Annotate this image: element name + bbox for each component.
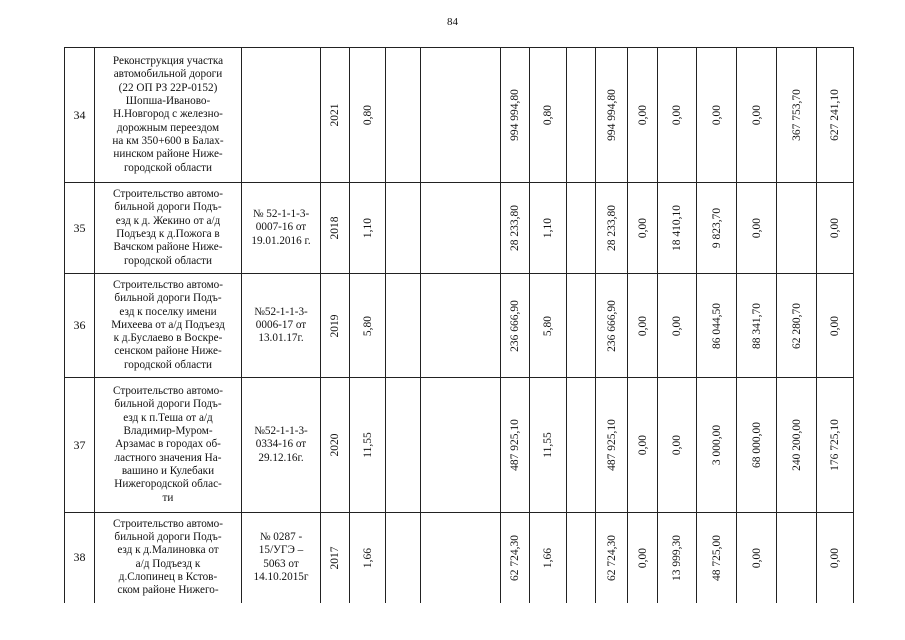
value-cell-c9 (530, 274, 567, 378)
value-text: 3 000,00 (710, 424, 723, 466)
object-name-line: Строительство автомо- (113, 517, 223, 530)
value-text: 0,00 (671, 315, 683, 336)
row-number-cell: 34 (65, 48, 95, 183)
value-text: 236 666,90 (605, 299, 618, 352)
value-cell-c15 (737, 48, 777, 183)
value-cell-c5 (350, 378, 386, 513)
value-cell-c17 (817, 378, 854, 513)
value-text: 0,00 (636, 217, 649, 239)
object-name-cell (95, 274, 242, 378)
year-text: 2019 (329, 314, 341, 337)
object-name-line: городской области (123, 254, 213, 267)
value-cell-c15 (737, 513, 777, 603)
value-text: 28 233,80 (509, 205, 521, 251)
value-cell-c14 (697, 274, 737, 378)
value-cell-c5 (350, 274, 386, 378)
value-cell-c13 (658, 274, 697, 378)
value-cell-c7 (421, 513, 501, 603)
investment-table (64, 47, 854, 603)
object-name-line: на км 350+600 в Балах- (112, 134, 224, 147)
expertise-doc-line: №52-1-1-3- (254, 425, 308, 438)
value-cell-c9 (530, 48, 567, 183)
value-cell-c11 (596, 183, 628, 274)
expertise-doc-line: 13.01.17г. (258, 332, 304, 345)
object-name-line: Михеева от а/д Подъезд (111, 318, 225, 331)
object-name-line: нинском районе Ниже- (113, 148, 223, 161)
value-text: 0,80 (542, 104, 554, 126)
value-cell-c11 (596, 378, 628, 513)
expertise-doc-line: № 0287 - (259, 531, 303, 544)
object-name-line: Строительство автомо- (113, 278, 223, 291)
value-text: 5,80 (361, 315, 374, 336)
value-cell-c13 (658, 513, 697, 603)
value-text: 0,00 (710, 104, 723, 126)
year-cell (321, 48, 350, 183)
value-text: 11,55 (361, 432, 374, 458)
value-text: 994 994,80 (509, 89, 521, 141)
value-cell-c13 (658, 378, 697, 513)
object-name-line: Реконструкция участка (112, 55, 224, 68)
expertise-doc-line: 19.01.2016 г. (251, 234, 311, 247)
value-text: 240 200,00 (790, 419, 803, 471)
value-text: 0,00 (636, 434, 649, 456)
object-name-cell (95, 378, 242, 513)
value-cell-c13 (658, 48, 697, 183)
object-name-line: Н.Новгород с железно- (113, 108, 223, 121)
value-cell-c5 (350, 513, 386, 603)
expertise-doc-cell (242, 274, 321, 378)
value-cell-c6 (386, 183, 421, 274)
value-text: 86 044,50 (710, 302, 723, 349)
value-text: 0,00 (829, 547, 841, 568)
value-text: 62 724,30 (509, 534, 521, 581)
value-text: 487 925,10 (509, 419, 521, 471)
table-row (65, 513, 854, 603)
value-cell-c8 (501, 378, 530, 513)
value-cell-c9 (530, 378, 567, 513)
value-cell-c8 (501, 48, 530, 183)
value-cell-c17 (817, 274, 854, 378)
value-cell-c7 (421, 183, 501, 274)
value-cell-c9 (530, 513, 567, 603)
value-text: 0,00 (636, 315, 649, 336)
expertise-doc-line: 14.10.2015г (253, 571, 309, 584)
expertise-doc-line: 29.12.16г. (258, 451, 304, 464)
value-cell-c12 (628, 378, 658, 513)
value-cell-c8 (501, 274, 530, 378)
value-cell-c14 (697, 48, 737, 183)
value-cell-c11 (596, 274, 628, 378)
object-name-line: вашино и Кулебаки (121, 464, 215, 477)
year-cell (321, 183, 350, 274)
object-name-line: езд к д. Жекино от а/д (115, 214, 221, 227)
value-text: 0,00 (750, 104, 763, 126)
value-cell-c8 (501, 183, 530, 274)
row-number-cell: 36 (65, 274, 95, 378)
year-text: 2021 (329, 103, 341, 127)
year-text: 2020 (329, 433, 341, 457)
value-text: 5,80 (542, 315, 554, 336)
value-cell-c6 (386, 378, 421, 513)
value-cell-c15 (737, 378, 777, 513)
value-cell-c8 (501, 513, 530, 603)
object-name-line: автомобильной дороги (113, 68, 223, 81)
value-text: 0,00 (636, 547, 649, 568)
value-cell-c12 (628, 48, 658, 183)
object-name-line: Подъезд к д.Пожога в (116, 228, 220, 240)
object-name-line: городской области (123, 161, 213, 174)
value-cell-c16 (777, 378, 817, 513)
value-cell-c11 (596, 513, 628, 603)
value-cell-c17 (817, 183, 854, 274)
value-text: 367 753,70 (790, 89, 803, 141)
value-cell-c7 (421, 48, 501, 183)
value-text: 1,66 (542, 547, 554, 568)
value-cell-c11 (596, 48, 628, 183)
table-row (65, 48, 854, 183)
row-number-cell: 38 (65, 513, 95, 603)
year-cell (321, 513, 350, 603)
value-cell-c10 (567, 48, 596, 183)
table-row (65, 274, 854, 378)
value-text: 1,10 (361, 217, 374, 239)
object-name-cell (95, 513, 242, 603)
value-cell-c6 (386, 274, 421, 378)
object-name-line: Строительство автомо- (113, 188, 223, 201)
value-text: 9 823,70 (710, 207, 723, 249)
value-text: 487 925,10 (605, 419, 618, 471)
expertise-doc-line: 0334-16 от (255, 438, 307, 451)
object-name-line: дорожным переездом (116, 121, 220, 134)
value-cell-c9 (530, 183, 567, 274)
value-text: 62 280,70 (790, 302, 803, 349)
object-name-line: Вачском районе Ниже- (113, 241, 223, 254)
value-cell-c15 (737, 183, 777, 274)
value-cell-c17 (817, 48, 854, 183)
row-number-cell: 35 (65, 183, 95, 274)
value-cell-c16 (777, 183, 817, 274)
object-name-cell (95, 183, 242, 274)
object-name-line: сенском районе Ниже- (114, 345, 222, 358)
value-cell-c16 (777, 48, 817, 183)
expertise-doc-line: 0006-17 от (255, 318, 307, 331)
year-cell (321, 378, 350, 513)
object-name-cell (95, 48, 242, 183)
expertise-doc-cell (242, 513, 321, 603)
value-text: 11,55 (542, 432, 554, 458)
value-text: 28 233,80 (605, 205, 618, 251)
expertise-doc-line: 5063 от (263, 557, 299, 570)
value-cell-c10 (567, 183, 596, 274)
value-cell-c6 (386, 48, 421, 183)
value-text: 1,10 (542, 217, 554, 239)
object-name-line: а/д Подъезд к (135, 557, 201, 570)
object-name-line: Нижегородской облас- (114, 478, 222, 491)
table-row (65, 378, 854, 513)
value-cell-c14 (697, 183, 737, 274)
object-name-line: Строительство автомо- (113, 385, 223, 398)
expertise-doc-line: № 52-1-1-3- (252, 208, 310, 221)
value-cell-c17 (817, 513, 854, 603)
object-name-line: к д.Буслаево в Воскре- (113, 332, 223, 345)
value-cell-c12 (628, 274, 658, 378)
year-text: 2018 (329, 216, 341, 240)
object-name-line: (22 ОП РЗ 22Р-0152) (118, 81, 218, 94)
value-text: 13 999,30 (671, 534, 683, 581)
value-cell-c5 (350, 48, 386, 183)
value-text: 0,80 (361, 104, 374, 126)
object-name-line: Шопша-Иваново- (125, 95, 211, 108)
object-name-line: езд к п.Теша от а/д (123, 411, 213, 424)
row-number-cell: 37 (65, 378, 95, 513)
value-text: 627 241,10 (829, 89, 841, 141)
value-cell-c16 (777, 513, 817, 603)
object-name-line: Арзамас в городах об- (115, 438, 221, 451)
value-cell-c14 (697, 513, 737, 603)
expertise-doc-line: №52-1-1-3- (254, 305, 308, 318)
expertise-doc-cell (242, 183, 321, 274)
value-text: 88 341,70 (750, 302, 763, 349)
expertise-doc-cell (242, 378, 321, 513)
year-cell (321, 274, 350, 378)
value-text: 1,66 (361, 547, 374, 568)
value-text: 0,00 (750, 547, 763, 568)
value-text: 236 666,90 (509, 299, 521, 352)
value-text: 0,00 (671, 434, 683, 456)
object-name-line: д.Слопинец в Кстов- (118, 571, 218, 584)
object-name-line: ти (162, 491, 174, 504)
value-cell-c16 (777, 274, 817, 378)
value-text: 176 725,10 (829, 419, 841, 471)
value-text: 0,00 (671, 104, 683, 126)
value-text: 0,00 (750, 217, 763, 239)
value-text: 62 724,30 (605, 534, 618, 581)
object-name-line: бильной дороги Подъ- (114, 531, 222, 544)
value-cell-c10 (567, 378, 596, 513)
object-name-line: Владимир-Муром- (123, 425, 213, 438)
expertise-doc-cell (242, 48, 321, 183)
value-cell-c12 (628, 183, 658, 274)
page-number: 84 (447, 16, 458, 28)
value-cell-c7 (421, 378, 501, 513)
value-cell-c10 (567, 513, 596, 603)
object-name-line: бильной дороги Подъ- (114, 201, 222, 214)
value-cell-c5 (350, 183, 386, 274)
object-name-line: городской области (123, 358, 213, 371)
object-name-line: бильной дороги Подъ- (114, 398, 222, 411)
object-name-line: езд к д.Малиновка от (117, 544, 219, 557)
object-name-line: бильной дороги Подъ- (114, 292, 222, 305)
value-text: 68 000,00 (750, 422, 763, 468)
value-text: 18 410,10 (671, 205, 683, 251)
value-text: 0,00 (636, 104, 649, 126)
value-text: 0,00 (829, 315, 841, 336)
table-row (65, 183, 854, 274)
value-cell-c12 (628, 513, 658, 603)
object-name-line: ластного значения На- (114, 451, 222, 464)
year-text: 2017 (329, 546, 341, 570)
value-cell-c6 (386, 513, 421, 603)
value-cell-c10 (567, 274, 596, 378)
value-text: 48 725,00 (710, 534, 723, 581)
value-cell-c15 (737, 274, 777, 378)
value-text: 994 994,80 (605, 89, 618, 141)
object-name-line: ском районе Нижего- (117, 584, 219, 597)
expertise-doc-line: 15/УГЭ – (258, 544, 304, 557)
value-cell-c13 (658, 183, 697, 274)
value-text: 0,00 (829, 217, 841, 239)
value-cell-c7 (421, 274, 501, 378)
value-cell-c14 (697, 378, 737, 513)
object-name-line: езд к поселку имени (119, 305, 217, 318)
expertise-doc-line: 0007-16 от (255, 221, 307, 234)
